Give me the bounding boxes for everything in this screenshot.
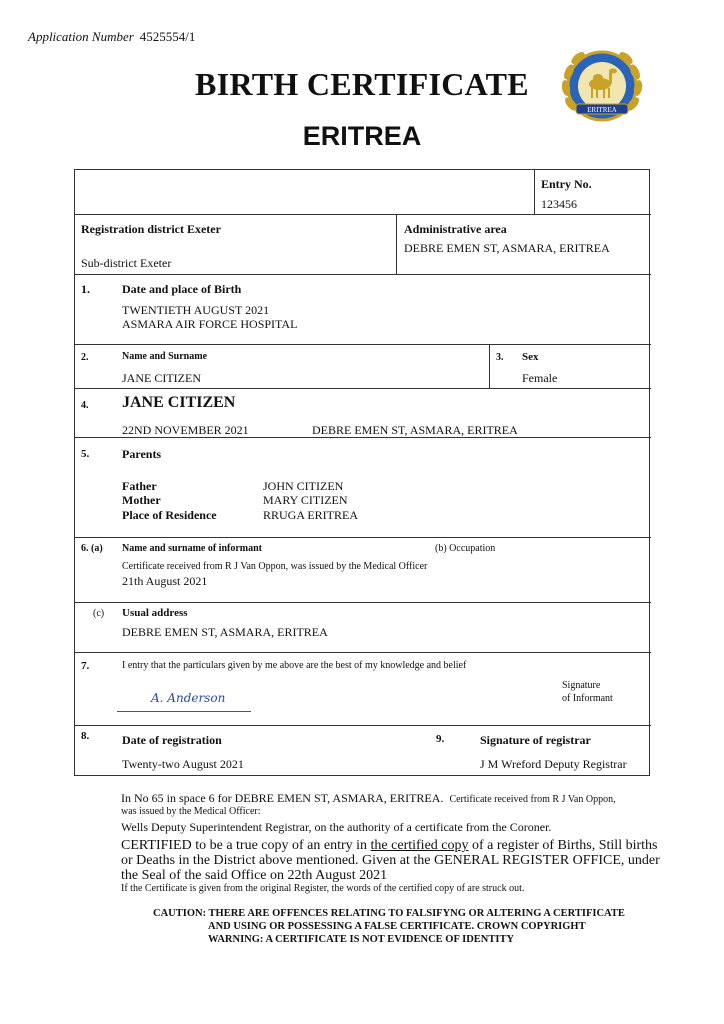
informant-label: Name and surname of informant: [122, 543, 262, 554]
footer-paragraph-2: Wells Deputy Superintendent Registrar, on the authority of a certificate from the Coroner.: [121, 820, 552, 834]
section-6a-number: 6. (a): [81, 543, 103, 554]
admin-area-value: DEBRE EMEN ST, ASMARA, ERITREA: [404, 241, 610, 255]
father-value: JOHN CITIZEN: [263, 479, 344, 493]
document-title: BIRTH CERTIFICATE: [195, 66, 529, 102]
usual-address-label: Usual address: [122, 607, 188, 619]
certified-line-4: If the Certificate is given from the original Register, the words of the certified copy of are struck out.: [121, 883, 525, 894]
application-label: Application Number: [28, 29, 134, 44]
registrar-label: Signature of registrar: [480, 733, 591, 747]
declaration-text: I entry that the particulars given by me above are the best of my knowledge and belief: [122, 660, 467, 671]
certified-line-3: the Seal of the said Office on 22th August 2021: [121, 868, 388, 883]
entry-value: 123456: [541, 197, 577, 211]
warning-line: WARNING: A CERTIFICATE IS NOT EVIDENCE OF IDENTITY: [208, 934, 515, 945]
signature-label-2: of Informant: [562, 693, 613, 704]
certified-line-1: CERTIFIED to be a true copy of an entry in the certified copy of a register of Births, Still births: [121, 838, 658, 853]
admin-area-label: Administrative area: [404, 222, 507, 236]
section-2-number: 2.: [81, 352, 89, 363]
country-title: ERITREA: [302, 121, 422, 151]
informant-line-1: Certificate received from R J Van Oppon, was issued by the Medical Officer: [122, 561, 428, 572]
section-7-number: 7.: [81, 660, 90, 672]
section-5-number: 5.: [81, 448, 90, 460]
name-label: Name and Surname: [122, 351, 208, 362]
father-label: Father: [122, 479, 157, 493]
parents-label: Parents: [122, 447, 162, 461]
certified-line-2: or Deaths in the District above mentioned. Given at the GENERAL REGISTER OFFICE, under: [121, 853, 660, 868]
certificate-table: [74, 169, 650, 776]
sub-district: Sub-district Exeter: [81, 256, 172, 270]
usual-address-value: DEBRE EMEN ST, ASMARA, ERITREA: [122, 625, 328, 639]
section-3-number: 3.: [496, 352, 504, 363]
application-number: [28, 29, 195, 45]
section-9-number: 9.: [436, 733, 445, 745]
birth-place: ASMARA AIR FORCE HOSPITAL: [122, 317, 298, 331]
entry-label: Entry No.: [541, 177, 592, 191]
section-4-date: 22ND NOVEMBER 2021: [122, 423, 249, 437]
registration-district: Registration district Exeter: [81, 222, 221, 236]
application-value: 4525554/1: [139, 29, 196, 44]
national-emblem-icon: [554, 38, 650, 134]
section-1-number: 1.: [81, 282, 90, 296]
informant-line-2: 21th August 2021: [122, 574, 208, 588]
section-8-number: 8.: [81, 730, 90, 742]
informant-signature: A. Anderson: [151, 691, 226, 705]
residence-value: RRUGA ERITREA: [263, 508, 359, 522]
child-name-large: JANE CITIZEN: [122, 394, 236, 411]
registration-date-value: Twenty-two August 2021: [122, 757, 244, 771]
footer-paragraph-1b: was issued by the Medical Officer:: [121, 806, 261, 817]
section-4-address: DEBRE EMEN ST, ASMARA, ERITREA: [312, 423, 518, 437]
birth-date: TWENTIETH AUGUST 2021: [122, 303, 270, 317]
sex-label: Sex: [522, 351, 539, 363]
signature-label-1: Signature: [562, 680, 601, 691]
sex-value: Female: [522, 371, 558, 385]
section-6c-number: (c): [93, 608, 105, 619]
footer-paragraph-1: In No 65 in space 6 for DEBRE EMEN ST, ASMARA, ERITREA. Certificate received from R J Van Oppon,: [121, 791, 616, 805]
section-4-number: 4.: [81, 400, 89, 411]
name-value: JANE CITIZEN: [122, 371, 201, 385]
caution-line-1: CAUTION: THERE ARE OFFENCES RELATING TO FALSIFYNG OR ALTERING A CERTIFICATE: [153, 908, 625, 919]
birth-label: Date and place of Birth: [122, 282, 242, 296]
mother-value: MARY CITIZEN: [263, 493, 348, 507]
registration-date-label: Date of registration: [122, 733, 222, 747]
seal-text: ERITREA: [587, 106, 617, 114]
caution-line-2: AND USING OR POSSESSING A FALSE CERTIFICATE. CROWN COPYRIGHT: [208, 921, 586, 932]
registrar-value: J M Wreford Deputy Registrar: [480, 757, 627, 771]
occupation-label: (b) Occupation: [435, 543, 496, 554]
residence-label: Place of Residence: [122, 508, 217, 522]
mother-label: Mother: [122, 493, 161, 507]
